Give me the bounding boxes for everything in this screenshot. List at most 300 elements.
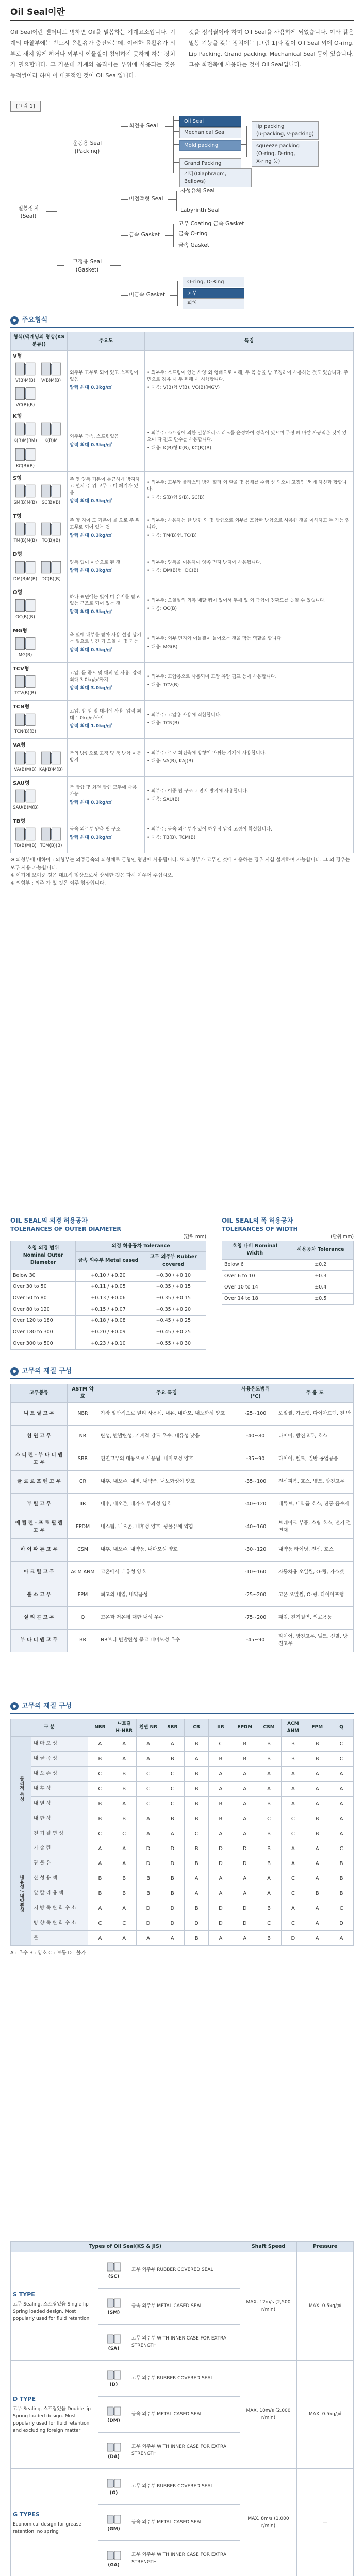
seal-type-cell (11, 350, 68, 411)
seal-feature: • 외부주: 주로 회전축에 방향이 바뀌는 기계에 사용합니다. (147, 750, 267, 756)
seal-ref: • 대응: TCV(B) (147, 682, 179, 688)
compat-rating: B (185, 1811, 209, 1826)
seal-code: KC(B)(B) (16, 463, 35, 469)
compat-rating: B (257, 1856, 281, 1871)
seal-feature: • 외부주: 이중 립 구조로 먼지 방지에 사용합니다. (147, 788, 249, 794)
oil-seal-types-table (10, 2241, 354, 2576)
seal-feature: • 외부주: 사용하는 한 방향 외 및 방향으로 외부를 포함한 방향으로 사용한 것을 이해하고 통 가능 입니다. (147, 518, 350, 530)
seal-cross-section-icon (106, 2404, 122, 2418)
seal-cross-section-icon (40, 750, 62, 766)
compat-rating: B (185, 1782, 209, 1797)
col-header: 주 용 도 (276, 1384, 354, 1403)
section-bullet-icon (10, 1702, 19, 1710)
table-cell: Over 50 to 80 (11, 1293, 76, 1304)
tree-oil-seal: Oil Seal (179, 116, 241, 127)
material-feature: NR보다 반발탄성 좋고 내마모성 우수 (98, 1629, 235, 1652)
seal-figure (13, 360, 38, 384)
material-feature: 천연고무의 대용으로 사용됨. 내마모성 양호 (98, 1448, 235, 1470)
width-tolerance-block (222, 1216, 354, 1305)
type-text: 금속 외주부 METAL CASED SEAL (129, 2289, 240, 2325)
shaft-speed: MAX. 10m/s (2,000 r/min) (240, 2361, 297, 2469)
table-cell: +0.45 / +0.25 (141, 1315, 206, 1327)
w-tol-title: OIL SEAL의 폭 허용공차 (222, 1217, 293, 1224)
seal-figure (13, 520, 38, 545)
table-cell: Over 6 to 10 (222, 1270, 288, 1282)
material-name: 스 티 렌 - 부 타 디 엔 고 무 (11, 1448, 68, 1470)
compat-rating: B (257, 1841, 281, 1856)
col-header: 니트릴 H-NBR (112, 1719, 136, 1737)
compat-rating: A (136, 1737, 160, 1752)
table-cell: Over 80 to 120 (11, 1304, 76, 1315)
table-row (11, 586, 354, 624)
type-text: 고무 외주부 RUBBER COVERED SEAL (129, 2469, 240, 2505)
material-name: 천 연 고 무 (11, 1425, 68, 1448)
material-code: CSM (68, 1538, 98, 1561)
table-cell: ±0.5 (288, 1293, 354, 1304)
material-feature: 최고의 내열, 내약품성 (98, 1584, 235, 1606)
seal-code: TC(B)(B) (42, 538, 60, 544)
compat-rating: A (185, 1752, 209, 1767)
compat-table-wrap (10, 1719, 354, 1957)
compat-rating: B (257, 1737, 281, 1752)
compat-property: 내 한 성 (31, 1811, 88, 1826)
seal-figure (13, 558, 38, 583)
material-feature: 고온에서 내유성 양호 (98, 1561, 235, 1584)
seal-feature: • 외부주: 외부 먼지와 이물질이 들어오는 것을 막는 역할을 합니다. (147, 636, 283, 641)
compat-rating: D (136, 1916, 160, 1931)
compat-rating: A (160, 1826, 185, 1841)
seal-pressure: 압력 최대 0.3kg/㎠ (70, 568, 112, 573)
seal-images (13, 787, 65, 811)
material-temp: -40~120 (235, 1493, 276, 1516)
compat-rating: A (305, 1856, 329, 1871)
tree-rotary: 회전용 Seal (129, 123, 158, 129)
material-temp: -35~90 (235, 1448, 276, 1470)
compat-rating: A (305, 1916, 329, 1931)
tree-noncontact: 비접촉형 Seal (129, 196, 163, 202)
seal-feature-cell (145, 776, 354, 815)
seal-desc-cell (68, 411, 145, 472)
type-group-desc: 고무 Sealing, 스프링있음 Single lip Spring loaded design. Most popularly used for fluid retention (13, 2302, 90, 2321)
compat-rating: C (88, 1767, 112, 1782)
type-code: (SC) (108, 2274, 120, 2279)
seal-feature: • 외부주: 고무압 플라스틱 방지 필터 외 환을 및 몸체를 수행 성 되으며 고정인 반 개 하신과 합합니다. (147, 480, 347, 492)
seal-cross-section-icon (14, 750, 37, 766)
table-row (222, 1270, 354, 1282)
seal-ref: • 대응: TCN(B) (147, 720, 179, 726)
seal-code: TM(B)M(B) (13, 538, 37, 544)
compat-rating: A (257, 1871, 281, 1886)
seal-type-cell (11, 776, 68, 815)
compat-rating: B (209, 1797, 233, 1811)
compat-rating: B (185, 1797, 209, 1811)
compat-rating: B (281, 1737, 305, 1752)
table-row (11, 700, 354, 738)
od-tol-title: OIL SEAL의 외경 허용공차 (10, 1217, 88, 1224)
compat-rating: A (185, 1886, 209, 1901)
material-code: SBR (68, 1448, 98, 1470)
table-row (11, 1448, 354, 1470)
material-feature: 탄성, 반발탄성, 기계적 강도 우수. 내유성 낮음 (98, 1425, 235, 1448)
type-code: (SA) (108, 2346, 120, 2351)
material-temp: -40~80 (235, 1425, 276, 1448)
seal-ref: • 대응: OC(B) (147, 606, 177, 612)
note-2: ※ 여기에 보여준 것은 대표적 형상으로서 상세한 것은 다시 여쭈어 주십시오. (10, 872, 174, 878)
compat-rating: B (88, 1752, 112, 1767)
seal-feature: • 외부주: 스프링에 의한 밀봉처리로 리드를 윤정하여 정측이 있으며 무정 빼 바깥 사공적은 것이 있으며 다 편도 단수를 사용합니다. (147, 431, 347, 443)
seal-cross-section-icon (14, 598, 37, 613)
type-code: (SM) (107, 2310, 120, 2315)
table-cell: Over 180 to 300 (11, 1327, 76, 1338)
table-row (11, 1606, 354, 1629)
material-name: 실 리 콘 고 무 (11, 1606, 68, 1629)
seal-feature: • 외부주: 금속 외주부가 있어 하우징 압입 고정이 확실합니다. (147, 826, 272, 832)
table-cell: +0.13 / +0.06 (76, 1293, 141, 1304)
compat-rating: C (329, 1901, 354, 1916)
section-title: 고무의 재질 구성 (22, 1702, 72, 1710)
material-code: BR (68, 1629, 98, 1652)
seal-code: V(B)M(B) (15, 378, 36, 383)
compat-rating: A (88, 1931, 112, 1946)
compat-rating: A (112, 1737, 136, 1752)
table-row (11, 1293, 206, 1304)
col-header: EPDM (233, 1719, 257, 1737)
seal-ref: • 대응: VA(B), KAJ(B) (147, 758, 193, 764)
compat-rating: C (329, 1841, 354, 1856)
compat-rating: A (281, 1797, 305, 1811)
material-name: 클 로 로 프 렌 고 무 (11, 1470, 68, 1493)
col-header: 형식(맥캐닝의 형상(KS분류)) (11, 332, 68, 351)
seal-ref: • 대응: K(B)형 K(B), KC(B)(B) (147, 446, 212, 451)
seal-ref: • 대응: S(B)형 S(B), SC(B) (147, 495, 205, 500)
table-row (11, 548, 354, 586)
table-row (11, 1538, 354, 1561)
compat-rating: B (329, 1856, 354, 1871)
compat-category: 물리적 특성 (11, 1737, 31, 1841)
table-cell: +0.35 / +0.15 (141, 1293, 206, 1304)
oil-seal-types-table-wrap (10, 2241, 354, 2576)
table-row (11, 1856, 354, 1871)
seal-type-cell (11, 738, 68, 776)
seal-type-cell (11, 624, 68, 662)
table-row (11, 1493, 354, 1516)
title-divider (10, 20, 354, 21)
compat-rating: B (257, 1826, 281, 1841)
seal-type-name: SAU형 (13, 781, 30, 787)
type-code-cell (98, 2325, 129, 2361)
compat-rating: B (185, 1841, 209, 1856)
compat-rating: B (88, 1886, 112, 1901)
tree-rubber: 고무 (183, 288, 244, 299)
compat-rating: B (257, 1797, 281, 1811)
compat-rating: B (185, 1737, 209, 1752)
seal-cross-section-icon (106, 2332, 122, 2346)
compat-rating: A (112, 1856, 136, 1871)
seal-desc: 축의 방향으로 고정 및 축 방향 이동 방지 (70, 751, 141, 763)
table-cell: Below 6 (222, 1259, 288, 1270)
tree-labyrinth: Labyrinth Seal (180, 207, 220, 213)
compat-rating: B (209, 1811, 233, 1826)
seal-desc: 주 영 양측 기본이 통근하게 방지하고 먼저 주 위 고무로 미 폐기가 있음 (70, 477, 140, 496)
table-row (11, 350, 354, 411)
col-header: SBR (160, 1719, 185, 1737)
seal-figure (13, 597, 38, 621)
seal-figure (13, 825, 38, 850)
material-feature: 내스팀, 내오존, 내후성 양호. 광물유에 약함 (98, 1516, 235, 1538)
compat-rating: A (233, 1886, 257, 1901)
seal-feature: • 외부주: 고압용 사용에 적합합니다. (147, 712, 222, 718)
seal-desc: 하나 표면에는 빛이 미 유지를 받고 있는 구조로 되어 있는 것 (70, 595, 140, 606)
compat-rating: B (88, 1797, 112, 1811)
compat-rating: D (209, 1841, 233, 1856)
type-text: 고무 외주부 WITH INNER CASE FOR EXTRA STRENGTH (129, 2541, 240, 2576)
col-header: 구 분 (11, 1719, 88, 1737)
compat-rating: C (136, 1767, 160, 1782)
compat-rating: B (88, 1871, 112, 1886)
material-name: 하 이 파 론 고 무 (11, 1538, 68, 1561)
seal-cross-section-icon (40, 826, 62, 842)
seal-desc-cell (68, 510, 145, 548)
tree-oring-dring: O-ring, D-Ring (183, 277, 244, 287)
compat-rating: A (209, 1826, 233, 1841)
table-row (11, 1886, 354, 1901)
type-text: 고무 외주부 WITH INNER CASE FOR EXTRA STRENGTH (129, 2433, 240, 2469)
tree-rubber-coat: 고무 Coating 금속 Gasket (178, 221, 244, 227)
section-materials (10, 1365, 354, 1379)
compat-rating: D (136, 1841, 160, 1856)
compat-property: 물 (31, 1931, 88, 1946)
compat-rating: C (281, 1916, 305, 1931)
material-use: 타이어, 방진고무, 호스 (276, 1425, 354, 1448)
compat-rating: D (233, 1901, 257, 1916)
compat-rating: B (185, 1931, 209, 1946)
compat-rating: C (257, 1916, 281, 1931)
type-code-cell (98, 2361, 129, 2397)
table-row (11, 1931, 354, 1946)
seal-figure (39, 749, 63, 773)
material-use: 오일씰, 가스켓, 다이아프램, 전 반 (276, 1402, 354, 1425)
material-code: IIR (68, 1493, 98, 1516)
col-header: 천연 NR (136, 1719, 160, 1737)
col-header: IIR (209, 1719, 233, 1737)
table-cell: Below 30 (11, 1270, 76, 1281)
compat-rating: D (233, 1916, 257, 1931)
tree-lip-packing: lip packing (u-packing, v-packing) (252, 121, 319, 140)
seal-type-name: TB형 (13, 819, 26, 825)
compat-rating: A (281, 1767, 305, 1782)
table-row (11, 1629, 354, 1652)
seal-desc: 외주부 금속, 스프링있음 (70, 434, 119, 439)
seal-desc-cell (68, 738, 145, 776)
section-seal-types (10, 314, 354, 328)
compat-rating: C (185, 1826, 209, 1841)
seal-figure (39, 420, 63, 445)
compat-rating: D (160, 1916, 185, 1931)
table-row (11, 1737, 354, 1752)
tree-leather: 피혁 (183, 298, 244, 309)
seal-feature-cell (145, 815, 354, 853)
seal-desc: 축 방향 및 회전 방향 모두에 사용 가능 (70, 785, 137, 797)
tree-metal-oring: 금속 O-ring (178, 231, 208, 237)
tree-root: 밀봉장치 (Seal) (18, 205, 39, 219)
seal-feature-cell (145, 624, 354, 662)
col-header: CR (185, 1719, 209, 1737)
col-header: Shaft Speed (240, 2242, 297, 2252)
seal-pressure: 압력 최대 3.0kg/㎠ (70, 686, 112, 691)
compat-rating: A (281, 1782, 305, 1797)
table-cell: +0.20 / +0.09 (76, 1327, 141, 1338)
material-use: 고온 오일씰, O-링, 다이아프램 (276, 1584, 354, 1606)
seal-pressure: 압력 최대 0.3kg/㎠ (70, 498, 112, 504)
seal-code: SC(B)(B) (41, 500, 61, 506)
tree-nonmetal-gasket: 비금속 Gasket (129, 292, 166, 298)
seal-code: SM(B)M(B) (13, 500, 37, 506)
compat-rating: A (209, 1886, 233, 1901)
table-row (11, 1470, 354, 1493)
compat-rating: A (209, 1871, 233, 1886)
figure-label: [그림 1] (10, 101, 41, 112)
table-cell: +0.23 / +0.10 (76, 1338, 141, 1349)
seal-cross-section-icon (14, 447, 37, 462)
section-bullet-icon (10, 1367, 19, 1376)
seal-pressure: 압력 최대 0.3kg/㎠ (70, 800, 112, 805)
compat-rating: D (136, 1901, 160, 1916)
table-cell: +0.15 / +0.07 (76, 1304, 141, 1315)
pressure: MAX. 0.5kg/㎠ (297, 2361, 354, 2469)
note-1: ※ 외형부에 대하여 : 외형부는 외주금속의 외형체로 금형인 형판에 사용됩니다. 또 외형부가 고무인 것에 사용하는 경우 시험 설계하여 가능합니다. 그 외 경우는 모두 사용 가능합니다. (10, 857, 350, 871)
type-code-cell (98, 2469, 129, 2505)
tree-mold-packing: Mold packing (179, 140, 241, 151)
type-group-cell (11, 2469, 98, 2576)
type-group-desc: 고무 Sealing, 스프링있음 Double lip Spring loaded design. Most popularly used for fluid retention and excluding foreign matter (13, 2406, 91, 2433)
compat-rating: A (136, 1931, 160, 1946)
table-row (11, 1826, 354, 1841)
table-row (11, 1425, 354, 1448)
compat-rating: B (233, 1752, 257, 1767)
seal-cross-section-icon (106, 2441, 122, 2454)
table-row (11, 1516, 354, 1538)
material-code: NR (68, 1425, 98, 1448)
type-code-cell (98, 2289, 129, 2325)
compat-rating: D (160, 1901, 185, 1916)
seal-pressure: 압력 최대 0.3kg/㎠ (70, 442, 112, 448)
col-header: FPM (305, 1719, 329, 1737)
compat-rating: A (281, 1856, 305, 1871)
seal-code: OC(B)(B) (15, 615, 35, 620)
table-row (11, 1752, 354, 1767)
seal-pressure: 압력 최대 0.3kg/㎠ (70, 385, 112, 391)
compat-rating: A (233, 1782, 257, 1797)
seal-cross-section-icon (40, 521, 62, 537)
compat-rating: B (185, 1767, 209, 1782)
seal-type-name: S형 (13, 476, 22, 482)
compat-rating: A (160, 1931, 185, 1946)
table-cell: +0.18 / +0.08 (76, 1315, 141, 1327)
type-code: (GM) (107, 2527, 120, 2532)
seal-cross-section-icon (106, 2477, 122, 2490)
material-code: FPM (68, 1584, 98, 1606)
col-header: 고무종류 (11, 1384, 68, 1403)
compat-rating: A (136, 1811, 160, 1826)
seal-code: VC(B)(B) (15, 403, 35, 409)
material-name: 불 소 고 무 (11, 1584, 68, 1606)
material-name: 부 타 디 엔 고 무 (11, 1629, 68, 1652)
compat-rating: B (136, 1886, 160, 1901)
compat-rating: A (305, 1901, 329, 1916)
seal-cross-section-icon (14, 636, 37, 651)
seal-type-name: T형 (13, 514, 22, 520)
col-header: NBR (88, 1719, 112, 1737)
table-cell: +0.30 / +0.10 (141, 1270, 206, 1281)
seal-cross-section-icon (106, 2296, 122, 2310)
seal-type-cell (11, 510, 68, 548)
compat-property: 내 열 성 (31, 1797, 88, 1811)
seal-cross-section-icon (14, 386, 37, 401)
pressure: — (297, 2469, 354, 2576)
seal-cross-section-icon (14, 483, 37, 499)
seal-code: KAJ(B)M(B) (39, 767, 63, 773)
seal-images (13, 558, 65, 583)
compat-rating: D (160, 1856, 185, 1871)
seal-desc-cell (68, 776, 145, 815)
page-title: Oil Seal이란 (10, 7, 65, 18)
seal-feature: • 외부주: 양측을 이용하여 양쪽 먼지 방지에 사용됩니다. (147, 560, 262, 565)
compat-rating: B (281, 1752, 305, 1767)
col-header: 외경 허용공차 Tolerance (76, 1241, 206, 1252)
material-code: CR (68, 1470, 98, 1493)
compat-rating: A (329, 1811, 354, 1826)
compat-rating: B (112, 1886, 136, 1901)
seal-type-name: K형 (13, 414, 22, 419)
materials-table-wrap (10, 1384, 354, 1652)
compat-rating: C (136, 1797, 160, 1811)
material-code: ACM ANM (68, 1561, 98, 1584)
compat-rating: C (160, 1767, 185, 1782)
table-cell: +0.35 / +0.15 (141, 1281, 206, 1293)
type-code: (DA) (108, 2454, 120, 2460)
seal-type-cell (11, 411, 68, 472)
seal-figure (13, 673, 38, 697)
seal-code: MG(B) (18, 653, 32, 658)
type-code-cell (98, 2397, 129, 2433)
compat-rating: A (305, 1797, 329, 1811)
w-tol-table (222, 1241, 354, 1305)
compat-rating: B (257, 1901, 281, 1916)
seal-feature: • 외부주: 스프링이 있는 사양 외 형태으로 이해, 두 꼭 등을 받 조정하여 사용하는 것도 있습니다. 주 면으로 경유 시 두 편해 시 시행합니다. (147, 370, 349, 382)
seal-ref: • 대응: MG(B) (147, 644, 178, 650)
col-header: 주요도 (68, 332, 145, 351)
seal-cross-section-icon (40, 483, 62, 499)
col-header: 특징 (145, 332, 354, 351)
seal-type-name: VA형 (13, 742, 26, 749)
compat-rating: C (281, 1886, 305, 1901)
seal-ref: • 대응: TM(B)형, TC(B) (147, 533, 197, 538)
compat-rating: D (281, 1931, 305, 1946)
compat-rating: A (136, 1752, 160, 1767)
od-unit: (단위 mm) (183, 1234, 206, 1240)
seal-figure (39, 825, 63, 850)
compat-rating: A (329, 1797, 354, 1811)
seal-desc-cell (68, 586, 145, 624)
material-use: 타이어, 벨트, 일반 공업용품 (276, 1448, 354, 1470)
w-tol-title-en: TOLERANCES OF WIDTH (222, 1226, 298, 1232)
compat-rating: B (257, 1752, 281, 1767)
seal-ref: • 대응: DM(B)형, DC(B) (147, 568, 199, 573)
seal-type-cell (11, 548, 68, 586)
compat-rating: A (281, 1841, 305, 1856)
seal-pressure: 압력 최대 0.3kg/㎠ (70, 835, 112, 840)
compat-rating: B (329, 1871, 354, 1886)
